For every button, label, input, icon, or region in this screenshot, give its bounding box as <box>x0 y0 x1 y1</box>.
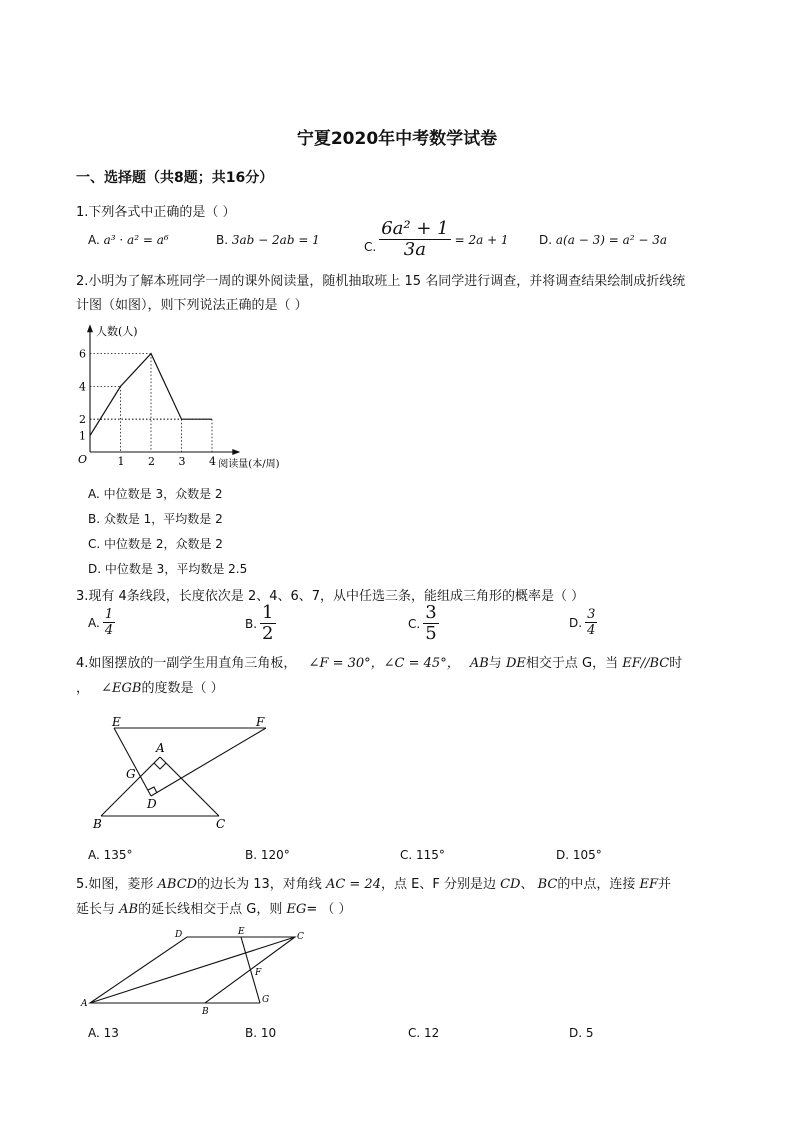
q4-triangle-diagram <box>86 712 286 834</box>
q4-line2-part2: 的度数是（ ） <box>141 681 224 696</box>
q3-option-d-denominator: 4 <box>587 623 596 638</box>
q3-option-b-numerator: 1 <box>262 602 274 623</box>
q4-line2-part1: ， <box>76 681 90 696</box>
q5-part2: 的边长为 13，对角线 <box>197 877 322 892</box>
y-axis-arrow <box>87 324 93 332</box>
q4-label-d: D <box>147 797 157 811</box>
q1-option-a <box>88 233 169 247</box>
q5-part3: ，点 E、F 分别是边 <box>380 877 496 892</box>
q5-rhombus-diagram <box>80 925 320 1017</box>
q2-stem-line2: 计图（如图），则下列说法正确的是（ ） <box>76 298 308 313</box>
q3-option-d-label: D. <box>569 615 583 630</box>
q1-option-c-label: C. <box>364 239 377 254</box>
q4-label-b: B <box>93 817 102 831</box>
q3-option-b <box>245 604 276 643</box>
q1-option-b <box>216 233 320 247</box>
q4-de: DE <box>505 656 526 671</box>
q5-part6: 并 <box>658 877 672 892</box>
q3-option-a-fraction <box>103 608 115 637</box>
x-axis-arrow <box>232 449 240 455</box>
q5-line2-part3: = （ ） <box>306 902 352 917</box>
q1-option-d-expr: a(a − 3) = a² − 3a <box>555 233 668 247</box>
q3-option-c-numerator: 3 <box>425 602 437 623</box>
q5-option-a: A. 13 <box>88 1026 119 1040</box>
q4-line-df <box>151 728 266 796</box>
q3-option-c-label: C. <box>408 616 421 631</box>
q1-option-c-rest: = 2a + 1 <box>454 232 509 247</box>
q3-option-d-numerator: 3 <box>587 607 596 622</box>
q1-option-c-numerator: 6a² + 1 <box>381 218 449 239</box>
q1-option-d-label: D. <box>539 233 553 247</box>
q4-option-c: C. 115° <box>400 848 445 862</box>
q4-stem-line1 <box>76 652 682 671</box>
q3-option-a <box>88 608 115 637</box>
q2-line-chart <box>76 322 316 474</box>
q1-option-d <box>539 233 667 247</box>
q4-label-c: C <box>216 817 226 831</box>
q3-option-a-label: A. <box>88 615 100 630</box>
q1-option-c-fraction <box>379 220 450 259</box>
q5-option-b: B. 10 <box>245 1026 277 1040</box>
q1-stem: 1.下列各式中正确的是（ ） <box>76 205 236 220</box>
q4-mid2: 相交于点 G，当 <box>525 656 619 671</box>
q5-cd: CD <box>500 877 521 892</box>
series-line <box>90 354 212 436</box>
q3-option-a-numerator: 1 <box>104 607 114 622</box>
y-tick-label: 4 <box>79 380 86 394</box>
x-tick-label: 3 <box>178 455 186 468</box>
q3-option-a-denominator: 4 <box>104 623 114 638</box>
q1-option-b-expr: 3ab − 2ab = 1 <box>231 233 320 247</box>
q4-option-d: D. 105° <box>556 848 602 862</box>
q5-option-d: D. 5 <box>569 1026 594 1040</box>
q5-part1: 5.如图，菱形 <box>76 877 154 892</box>
q3-option-b-label: B. <box>245 616 258 631</box>
q5-label-f: F <box>255 968 262 978</box>
section-heading: 一、选择题（共8题；共16分） <box>76 170 274 186</box>
q5-label-b: B <box>202 1007 209 1017</box>
q3-option-d-fraction <box>585 608 597 637</box>
q5-label-d: D <box>175 930 183 940</box>
q4-stem-line2 <box>76 677 224 696</box>
q1-option-c-denominator: 3a <box>403 239 426 260</box>
q4-line-ac <box>160 757 219 816</box>
x-tick-label: 4 <box>209 455 216 468</box>
q1-option-a-expr: a³ · a² = a⁶ <box>103 233 169 247</box>
q5-ef: EF <box>639 877 659 892</box>
paper-title: 宁夏2020年中考数学试卷 <box>296 129 498 149</box>
q5-ac: AC = 24 <box>325 877 381 892</box>
q5-label-e: E <box>238 927 245 937</box>
q5-stem-line2 <box>76 898 352 917</box>
q5-diagonal-ac <box>90 937 295 1003</box>
q4-label-a: A <box>156 741 165 755</box>
q5-ab: AB <box>119 902 139 917</box>
q4-label-f: F <box>256 715 265 729</box>
y-axis-label: 人数(人) <box>96 325 138 338</box>
q4-label-g: G <box>126 767 136 781</box>
q5-bc: BC <box>537 877 558 892</box>
q1-option-b-label: B. <box>216 233 229 247</box>
q3-option-b-fraction <box>260 604 275 643</box>
y-tick-label: 1 <box>79 429 86 443</box>
q5-label-c: C <box>297 932 304 942</box>
q5-abcd: ABCD <box>157 877 198 892</box>
q4-right-angle-a <box>154 763 166 769</box>
q3-option-d <box>569 608 597 637</box>
q2-stem-line1: 2.小明为了解本班同学一周的课外阅读量，随机抽取班上 15 名同学进行调查，并将调查结果绘制成折线统 <box>76 274 686 289</box>
q2-option-b: B. 众数是 1，平均数是 2 <box>88 512 223 526</box>
y-tick-label: 6 <box>79 347 86 361</box>
q4-option-b: B. 120° <box>245 848 290 862</box>
q4-angles: ∠F = 30°，∠C = 45°， <box>308 656 460 671</box>
q4-mid1: 与 <box>488 656 502 671</box>
q5-line2-part2: 的延长线相交于点 G，则 <box>138 902 283 917</box>
q3-option-c-denominator: 5 <box>425 623 437 644</box>
x-tick-label: 2 <box>148 455 155 468</box>
q5-eg: EG <box>286 902 307 917</box>
q4-egb: ∠EGB <box>101 681 142 696</box>
origin-label: O <box>78 453 88 466</box>
y-tick-label: 2 <box>79 413 86 427</box>
q3-option-b-denominator: 2 <box>262 623 274 644</box>
q2-option-a: A. 中位数是 3，众数是 2 <box>88 487 223 501</box>
q4-parallel: EF//BC <box>622 656 670 671</box>
q4-line-ed <box>114 728 151 796</box>
q2-option-d: D. 中位数是 3，平均数是 2.5 <box>88 562 248 576</box>
q4-option-a: A. 135° <box>88 848 133 862</box>
q3-option-c-fraction <box>423 604 438 643</box>
q5-label-a: A <box>81 999 88 1009</box>
q4-end1: 时 <box>669 656 683 671</box>
q1-option-a-label: A. <box>88 233 100 247</box>
q4-stem-part1: 4.如图摆放的一副学生用直角三角板， <box>76 656 297 671</box>
q5-part4: 、 <box>520 877 534 892</box>
q3-stem: 3.现有 4条线段，长度依次是 2、4、6、7，从中任选三条，能组成三角形的概率是（ ） <box>76 589 585 604</box>
q4-ab: AB <box>469 656 489 671</box>
x-tick-label: 1 <box>117 455 125 468</box>
q4-label-e: E <box>112 715 121 729</box>
q1-option-c <box>364 220 509 259</box>
q5-label-g: G <box>262 995 270 1005</box>
q2-option-c: C. 中位数是 2，众数是 2 <box>88 537 223 551</box>
q5-line2-part1: 延长与 <box>76 902 116 917</box>
q3-option-c <box>408 604 439 643</box>
q5-stem-line1 <box>76 873 671 892</box>
x-axis-label: 阅读量(本/周) <box>218 459 280 470</box>
q5-option-c: C. 12 <box>408 1026 440 1040</box>
q5-part5: 的中点，连接 <box>557 877 636 892</box>
